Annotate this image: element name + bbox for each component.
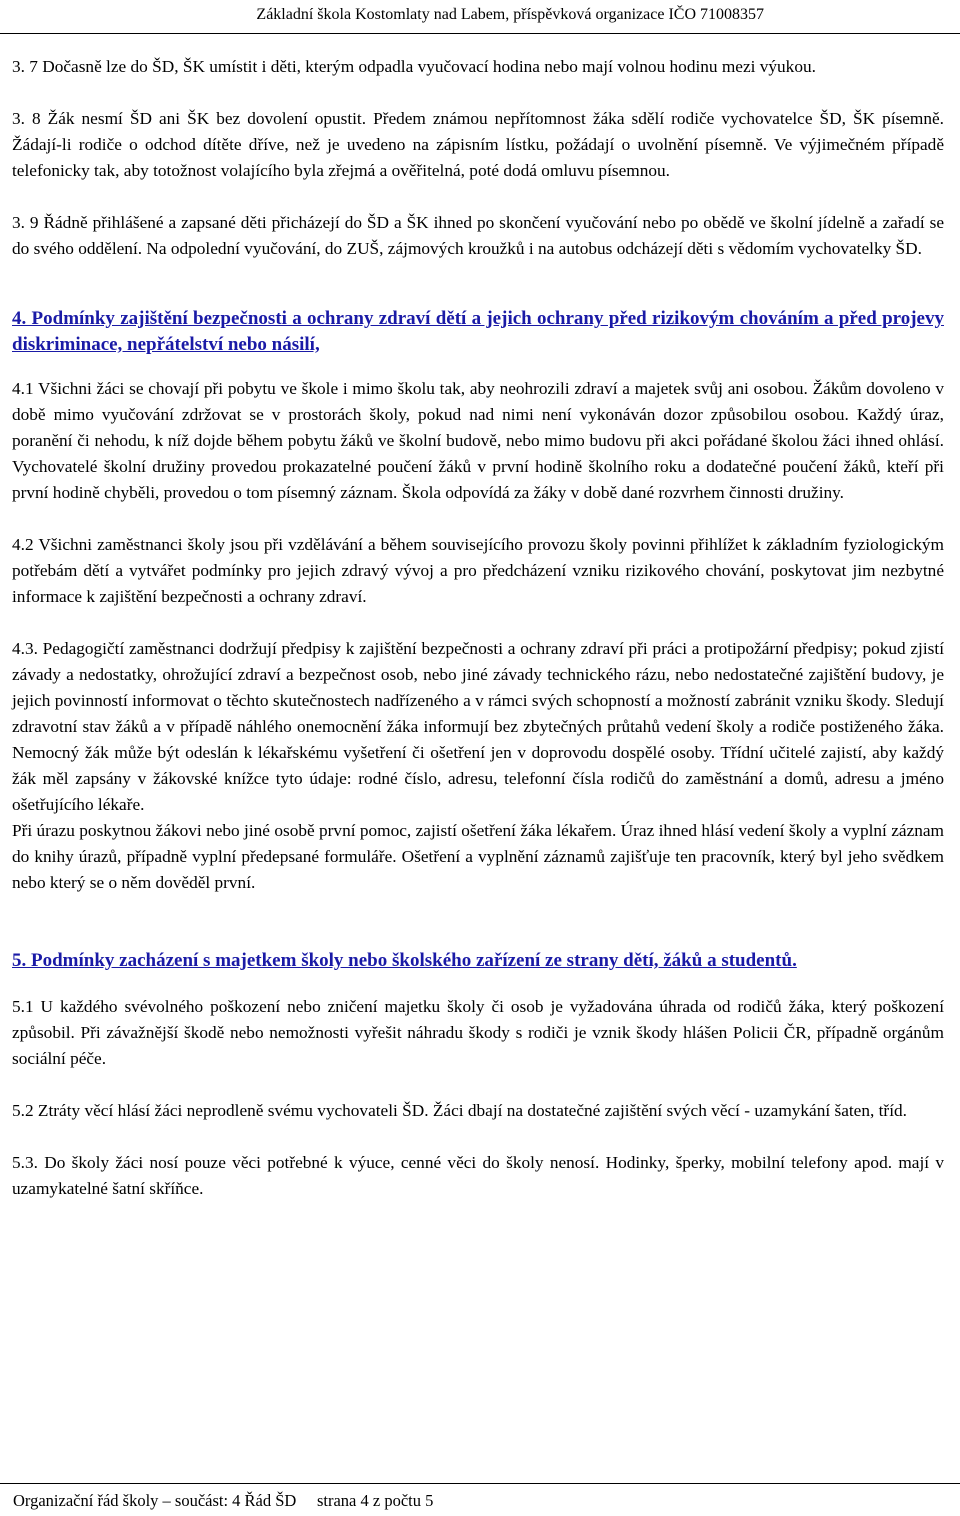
footer-text: Organizační řád školy – součást: 4 Řád ŠD strana 4 z počtu 5 [13, 1491, 434, 1510]
paragraph-5-1: 5.1 U každého svévolného poškození nebo zničení majetku školy či osob je vyžadována úhrada od rodičů žáka, který poškození způsobil. Při závažnější škodě nebo nemožnosti vyřešit náhradu škody s rodiči je vznik škody hlášen Policii ČR, případně orgánům sociální péče. [12, 997, 944, 1068]
paragraph-4-3: 4.3. Pedagogičtí zaměstnanci dodržují předpisy k zajištění bezpečnosti a ochrany zdraví při práci a protipožární předpisy; pokud zjistí závady a nedostatky, ohrožující zdraví a bezpečnost osob, nebo jiné závady technického rázu, nebo nedostatečné zajištění budovy, je jejich povinností informovat o těchto skutečnostech nadřízeného a v rámci svých schopností a možností zabránit vzniku škody. Sledují zdravotní stav žáků a v případě náhlého onemocnění žáka informují bez zbytečných průtahů vedení školy a rodiče postiženého žáka. Nemocný žák může být odeslán k lékařskému vyšetření či ošetření jen v doprovodu dospělé osoby. Třídní učitelé zajistí, aby každý žák měl zapsány v žákovské knížce tyto údaje: rodné číslo, adresu, telefonní čísla rodičů do zaměstnání a domů, adresu a jméno ošetřujícího lékaře. [12, 639, 944, 814]
paragraph-4-3-injury: Při úrazu poskytnou žákovi nebo jiné osobě první pomoc, zajistí ošetření žáka lékařem. Úraz ihned hlásí vedení školy a vyplní záznam do knihy úrazů, případně vyplní předepsané formuláře. Ošetření a vyplnění záznamů zajišťuje ten pracovník, který byl jeho svědkem nebo který se o něm dověděl první. [12, 821, 944, 892]
section-4-heading: 4. Podmínky zajištění bezpečnosti a ochrany zdraví dětí a jejich ochrany před rizikovým chováním a před projevy diskriminace, nepřátelství nebo násilí, [12, 308, 944, 355]
paragraph-3-9: 3. 9 Řádně přihlášené a zapsané děti přicházejí do ŠD a ŠK ihned po skončení vyučování nebo po obědě ve školní jídelně a zařadí se do svého oddělení. Na odpolední vyučování, do ZUŠ, zájmových kroužků i na autobus odcházejí děti s vědomím vychovatelky ŠD. [12, 213, 944, 258]
document-body [12, 54, 944, 1202]
paragraph-3-8: 3. 8 Žák nesmí ŠD ani ŠK bez dovolení opustit. Předem známou nepřítomnost žáka sdělí rodiče vychovatelce ŠD, ŠK písemně. Žádají-li rodiče o odchod dítěte dříve, než je uvedeno na zápisním lístku, požádají o uvolnění písemně. Ve výjimečném případě telefonicky tak, aby totožnost volajícího byla zřejmá a ověřitelná, poté dodá omluvu písemnou. [12, 109, 944, 180]
paragraph-3-7: 3. 7 Dočasně lze do ŠD, ŠK umístit i děti, kterým odpadla vyučovací hodina nebo mají volnou hodinu mezi výukou. [12, 57, 816, 76]
paragraph-5-2: 5.2 Ztráty věcí hlásí žáci neprodleně svému vychovateli ŠD. Žáci dbají na dostatečné zajištění svých věcí - uzamykání šaten, tříd. [12, 1101, 907, 1120]
page-header [0, 0, 960, 34]
page-footer [0, 1483, 960, 1516]
paragraph-4-1: 4.1 Všichni žáci se chovají při pobytu ve škole i mimo školu tak, aby neohrozili zdraví a majetek svůj ani osobou. Žákům dovoleno v době mimo vyučování zdržovat se v prostorách školy, pokud nad nimi není vykonáván dozor způsobilou osobou. Každý úraz, poranění či nehodu, k níž dojde během pobytu žáků ve školní budově, nebo mimo budovu při akci pořádané školou žáci ihned ohlásí. Vychovatelé školní družiny provedou prokazatelné poučení žáků v první hodině školního roku a dodatečné poučení žáků, kteří při první hodině chyběli, provedou o tom písemný záznam. Škola odpovídá za žáky v době dané rozvrhem činnosti družiny. [12, 379, 944, 502]
section-5-heading: 5. Podmínky zacházení s majetkem školy nebo školského zařízení ze strany dětí, žáků a studentů. [12, 950, 797, 971]
paragraph-5-3: 5.3. Do školy žáci nosí pouze věci potřebné k výuce, cenné věci do školy nenosí. Hodinky, šperky, mobilní telefony apod. mají v uzamykatelné šatní skříňce. [12, 1153, 944, 1198]
paragraph-4-2: 4.2 Všichni zaměstnanci školy jsou při vzdělávání a během souvisejícího provozu školy povinni přihlížet k základním fyziologickým potřebám dětí a vytvářet podmínky pro jejich zdravý vývoj a pro předcházení vzniku rizikového chování, poskytovat jim nezbytné informace k zajištění bezpečnosti a ochrany zdraví. [12, 535, 944, 606]
header-text: Základní škola Kostomlaty nad Labem, příspěvková organizace IČO 71008357 [256, 6, 764, 23]
